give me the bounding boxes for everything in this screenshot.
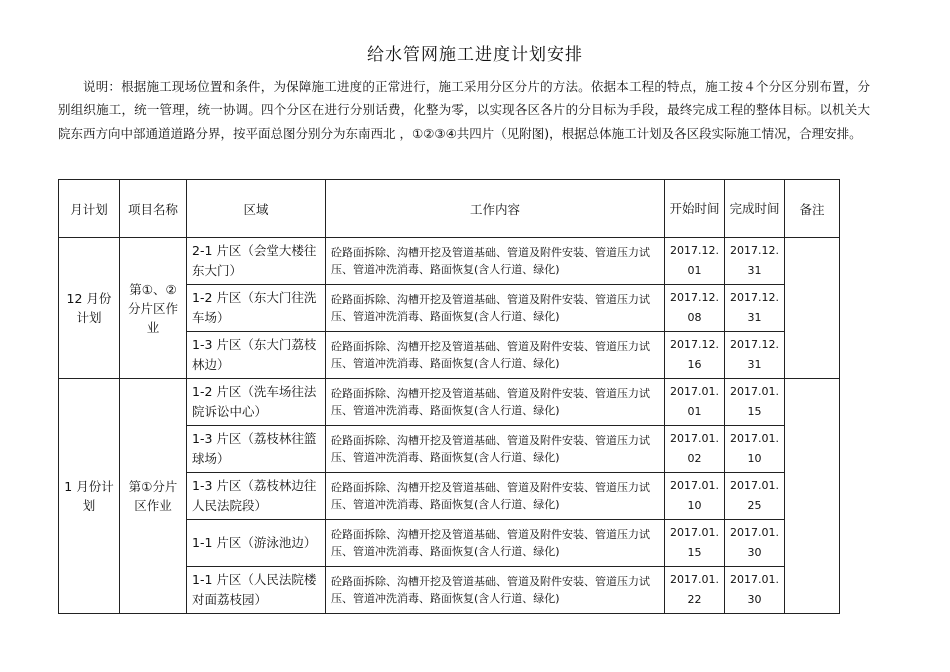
header-area: 区域 <box>187 180 326 238</box>
area-cell: 1-2 片区（洗车场往法院诉讼中心） <box>187 379 326 426</box>
end-cell: 2017.01.30 <box>725 567 785 614</box>
area-cell: 1-3 片区（东大门荔枝林边） <box>187 332 326 379</box>
work-cell: 砼路面拆除、沟槽开挖及管道基础、管道及附件安装、管道压力试压、管道冲洗消毒、路面恢复(含人行道、绿化) <box>326 520 665 567</box>
description-text: 说明：根据施工现场位置和条件，为保障施工进度的正常进行，施工采用分区分片的方法。依据本工程的特点，施工按４个分区分别布置，分别组织施工，统一管理，统一协调。四个分区在进行分别话费，化整为零，以实现各区各片的分目标为手段，最终完成工程的整体目标。以机关大院东西方向中部通道道路分界，按平面总图分别分为东南西北 ，①②③④共四片（见附图)，根据总体施工计划及各区段实际施工情况，合理安排。 <box>58 79 870 141</box>
project-cell: 第①、②分片区作业 <box>120 238 187 379</box>
work-cell: 砼路面拆除、沟槽开挖及管道基础、管道及附件安装、管道压力试压、管道冲洗消毒、路面恢复(含人行道、绿化) <box>326 332 665 379</box>
end-cell: 2017.12.31 <box>725 238 785 285</box>
header-note: 备注 <box>785 180 840 238</box>
area-cell: 2-1 片区（会堂大楼往东大门） <box>187 238 326 285</box>
work-cell: 砼路面拆除、沟槽开挖及管道基础、管道及附件安装、管道压力试压、管道冲洗消毒、路面恢复(含人行道、绿化) <box>326 379 665 426</box>
area-cell: 1-1 片区（游泳池边） <box>187 520 326 567</box>
header-work: 工作内容 <box>326 180 665 238</box>
area-cell: 1-3 片区（荔枝林边往人民法院段） <box>187 473 326 520</box>
description <box>58 75 870 145</box>
work-cell: 砼路面拆除、沟槽开挖及管道基础、管道及附件安装、管道压力试压、管道冲洗消毒、路面恢复(含人行道、绿化) <box>326 426 665 473</box>
work-cell: 砼路面拆除、沟槽开挖及管道基础、管道及附件安装、管道压力试压、管道冲洗消毒、路面恢复(含人行道、绿化) <box>326 567 665 614</box>
note-cell <box>785 379 840 614</box>
note-cell <box>785 238 840 379</box>
header-start: 开始时间 <box>665 180 725 238</box>
table-row <box>59 238 840 285</box>
month-cell: 1 月份计划 <box>59 379 120 614</box>
start-cell: 2017.01.15 <box>665 520 725 567</box>
month-cell: 12 月份计划 <box>59 238 120 379</box>
start-cell: 2017.01.22 <box>665 567 725 614</box>
work-cell: 砼路面拆除、沟槽开挖及管道基础、管道及附件安装、管道压力试压、管道冲洗消毒、路面恢复(含人行道、绿化) <box>326 473 665 520</box>
schedule-table <box>58 179 840 614</box>
start-cell: 2017.01.02 <box>665 426 725 473</box>
end-cell: 2017.01.10 <box>725 426 785 473</box>
page-title: 给水管网施工进度计划安排 <box>367 45 583 65</box>
header-project: 项目名称 <box>120 180 187 238</box>
start-cell: 2017.12.16 <box>665 332 725 379</box>
start-cell: 2017.12.01 <box>665 238 725 285</box>
end-cell: 2017.01.30 <box>725 520 785 567</box>
work-cell: 砼路面拆除、沟槽开挖及管道基础、管道及附件安装、管道压力试压、管道冲洗消毒、路面恢复(含人行道、绿化) <box>326 238 665 285</box>
project-cell: 第①分片区作业 <box>120 379 187 614</box>
work-cell: 砼路面拆除、沟槽开挖及管道基础、管道及附件安装、管道压力试压、管道冲洗消毒、路面恢复(含人行道、绿化) <box>326 285 665 332</box>
area-cell: 1-2 片区（东大门往洗车场） <box>187 285 326 332</box>
start-cell: 2017.01.01 <box>665 379 725 426</box>
table-row <box>59 379 840 426</box>
end-cell: 2017.12.31 <box>725 332 785 379</box>
area-cell: 1-3 片区（荔枝林往篮球场） <box>187 426 326 473</box>
end-cell: 2017.01.25 <box>725 473 785 520</box>
area-cell: 1-1 片区（人民法院楼对面荔枝园） <box>187 567 326 614</box>
start-cell: 2017.01.10 <box>665 473 725 520</box>
header-end: 完成时间 <box>725 180 785 238</box>
end-cell: 2017.01.15 <box>725 379 785 426</box>
header-row <box>59 180 840 238</box>
end-cell: 2017.12.31 <box>725 285 785 332</box>
header-month: 月计划 <box>59 180 120 238</box>
start-cell: 2017.12.08 <box>665 285 725 332</box>
